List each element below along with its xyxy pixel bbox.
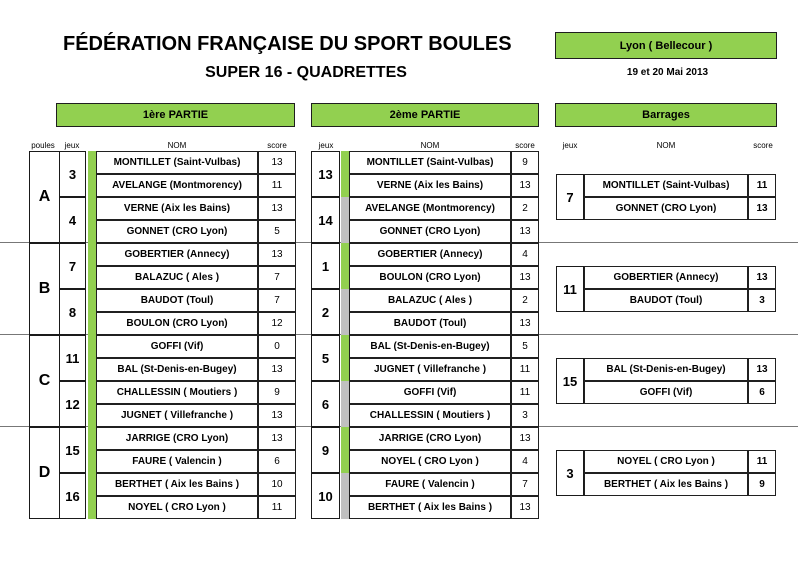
status-bar: [341, 312, 349, 335]
status-bar: [88, 243, 96, 289]
team-name: BERTHET ( Aix les Bains ): [584, 473, 748, 496]
team-score: 11: [258, 174, 296, 197]
team-name: VERNE (Aix les Bains): [96, 197, 258, 220]
team-score: 13: [748, 197, 776, 220]
status-bar: [341, 174, 349, 197]
page-title: FÉDÉRATION FRANÇAISE DU SPORT BOULES: [63, 33, 512, 55]
team-score: 13: [258, 197, 296, 220]
section-partie-2: 2ème PARTIE: [311, 103, 539, 127]
team-score: 13: [511, 174, 539, 197]
team-score: 0: [258, 335, 296, 358]
team-name: AVELANGE (Montmorency): [96, 174, 258, 197]
team-score: 11: [258, 496, 296, 519]
team-score: 5: [258, 220, 296, 243]
team-name: GONNET (CRO Lyon): [584, 197, 748, 220]
jeu-number: 2: [321, 304, 330, 320]
team-score: 7: [511, 473, 539, 496]
col-header-score: score: [267, 141, 287, 150]
jeu-number: 12: [65, 396, 80, 412]
status-bar: [341, 496, 349, 519]
team-score: 13: [258, 243, 296, 266]
team-score: 13: [258, 404, 296, 427]
jeu-number: 16: [65, 488, 80, 504]
team-score: 13: [258, 358, 296, 381]
team-name: GOBERTIER (Annecy): [584, 266, 748, 289]
poule-label: B: [38, 280, 51, 297]
team-score: 5: [511, 335, 539, 358]
team-score: 4: [511, 450, 539, 473]
jeu-number: 3: [68, 166, 77, 182]
team-name: BERTHET ( Aix les Bains ): [349, 496, 511, 519]
team-name: NOYEL ( CRO Lyon ): [96, 496, 258, 519]
status-bar: [341, 404, 349, 427]
team-name: FAURE ( Valencin ): [96, 450, 258, 473]
team-score: 11: [748, 450, 776, 473]
status-bar: [341, 473, 349, 496]
jeu-number: 3: [566, 465, 574, 481]
team-name: CHALLESSIN ( Moutiers ): [349, 404, 511, 427]
col-header-nom-3: NOM: [656, 141, 676, 150]
team-score: 11: [748, 174, 776, 197]
team-score: 13: [511, 266, 539, 289]
team-name: GOFFI (Vif): [96, 335, 258, 358]
team-score: 13: [511, 312, 539, 335]
jeu-number: 1: [321, 258, 330, 274]
status-bar: [341, 197, 349, 220]
status-bar: [341, 243, 349, 266]
col-header-score-2: score: [515, 141, 535, 150]
team-name: MONTILLET (Saint-Vulbas): [96, 151, 258, 174]
team-name: BOULON (CRO Lyon): [96, 312, 258, 335]
team-score: 13: [258, 427, 296, 450]
team-score: 6: [258, 450, 296, 473]
team-score: 11: [511, 358, 539, 381]
event-dates: 19 et 20 Mai 2013: [626, 67, 709, 78]
status-bar: [341, 151, 349, 174]
location-box: Lyon ( Bellecour ): [555, 32, 777, 59]
jeu-number: 11: [563, 281, 577, 297]
team-name: BAUDOT (Toul): [96, 289, 258, 312]
col-header-jeux: jeux: [64, 141, 80, 150]
status-bar: [341, 358, 349, 381]
status-bar: [88, 151, 96, 197]
jeu-number: 8: [68, 304, 77, 320]
team-name: BAL (St-Denis-en-Bugey): [96, 358, 258, 381]
team-score: 7: [258, 289, 296, 312]
status-bar: [341, 289, 349, 312]
col-header-jeux-3: jeux: [562, 141, 578, 150]
team-name: GOBERTIER (Annecy): [349, 243, 511, 266]
jeu-number: 15: [562, 373, 578, 389]
col-header-nom-2: NOM: [420, 141, 440, 150]
status-bar: [341, 335, 349, 358]
team-score: 9: [748, 473, 776, 496]
status-bar: [341, 427, 349, 450]
status-bar: [341, 381, 349, 404]
status-bar: [88, 381, 96, 427]
jeu-number: 4: [68, 212, 77, 228]
team-score: 13: [511, 496, 539, 519]
team-name: GOFFI (Vif): [349, 381, 511, 404]
status-bar: [88, 289, 96, 335]
status-bar: [88, 335, 96, 381]
team-score: 9: [258, 381, 296, 404]
team-name: GOBERTIER (Annecy): [96, 243, 258, 266]
team-score: 7: [258, 266, 296, 289]
jeu-number: 15: [65, 442, 80, 458]
team-name: JARRIGE (CRO Lyon): [349, 427, 511, 450]
team-name: BAL (St-Denis-en-Bugey): [349, 335, 511, 358]
team-name: MONTILLET (Saint-Vulbas): [584, 174, 748, 197]
status-bar: [341, 450, 349, 473]
team-score: 3: [748, 289, 776, 312]
jeu-number: 7: [68, 258, 77, 274]
page-subtitle: SUPER 16 - QUADRETTES: [205, 64, 407, 81]
jeu-number: 5: [321, 350, 330, 366]
team-score: 13: [258, 151, 296, 174]
team-score: 12: [258, 312, 296, 335]
jeu-number: 6: [321, 396, 330, 412]
team-name: GONNET (CRO Lyon): [96, 220, 258, 243]
team-name: JUGNET ( Villefranche ): [96, 404, 258, 427]
team-name: BAUDOT (Toul): [584, 289, 748, 312]
team-name: BERTHET ( Aix les Bains ): [96, 473, 258, 496]
team-name: MONTILLET (Saint-Vulbas): [349, 151, 511, 174]
team-name: JUGNET ( Villefranche ): [349, 358, 511, 381]
team-score: 6: [748, 381, 776, 404]
poule-label: D: [38, 464, 51, 481]
col-header-jeux-2: jeux: [318, 141, 334, 150]
team-score: 13: [748, 358, 776, 381]
team-score: 9: [511, 151, 539, 174]
jeu-number: 10: [318, 488, 333, 504]
team-score: 13: [511, 220, 539, 243]
team-name: NOYEL ( CRO Lyon ): [584, 450, 748, 473]
team-score: 4: [511, 243, 539, 266]
poule-label: A: [38, 188, 51, 205]
team-score: 13: [511, 427, 539, 450]
team-name: BAL (St-Denis-en-Bugey): [584, 358, 748, 381]
team-name: JARRIGE (CRO Lyon): [96, 427, 258, 450]
team-name: BALAZUC ( Ales ): [349, 289, 511, 312]
team-name: GOFFI (Vif): [584, 381, 748, 404]
team-score: 2: [511, 289, 539, 312]
col-header-nom: NOM: [167, 141, 187, 150]
section-barrages: Barrages: [555, 103, 777, 127]
col-header-poules: poules: [31, 141, 55, 150]
status-bar: [88, 473, 96, 519]
team-score: 13: [748, 266, 776, 289]
team-name: BAUDOT (Toul): [349, 312, 511, 335]
section-partie-1: 1ère PARTIE: [56, 103, 295, 127]
jeu-number: 9: [321, 442, 330, 458]
team-name: CHALLESSIN ( Moutiers ): [96, 381, 258, 404]
status-bar: [88, 427, 96, 473]
jeu-number: 13: [318, 166, 333, 182]
team-name: GONNET (CRO Lyon): [349, 220, 511, 243]
status-bar: [88, 197, 96, 243]
status-bar: [341, 220, 349, 243]
status-bar: [341, 266, 349, 289]
team-name: AVELANGE (Montmorency): [349, 197, 511, 220]
team-name: FAURE ( Valencin ): [349, 473, 511, 496]
team-name: NOYEL ( CRO Lyon ): [349, 450, 511, 473]
team-score: 2: [511, 197, 539, 220]
jeu-number: 11: [65, 350, 80, 366]
jeu-number: 7: [566, 189, 574, 205]
jeu-number: 14: [318, 212, 333, 228]
team-score: 11: [511, 381, 539, 404]
team-name: VERNE (Aix les Bains): [349, 174, 511, 197]
team-score: 10: [258, 473, 296, 496]
team-name: BOULON (CRO Lyon): [349, 266, 511, 289]
team-score: 3: [511, 404, 539, 427]
team-name: BALAZUC ( Ales ): [96, 266, 258, 289]
poule-label: C: [38, 372, 51, 389]
col-header-score-3: score: [753, 141, 773, 150]
